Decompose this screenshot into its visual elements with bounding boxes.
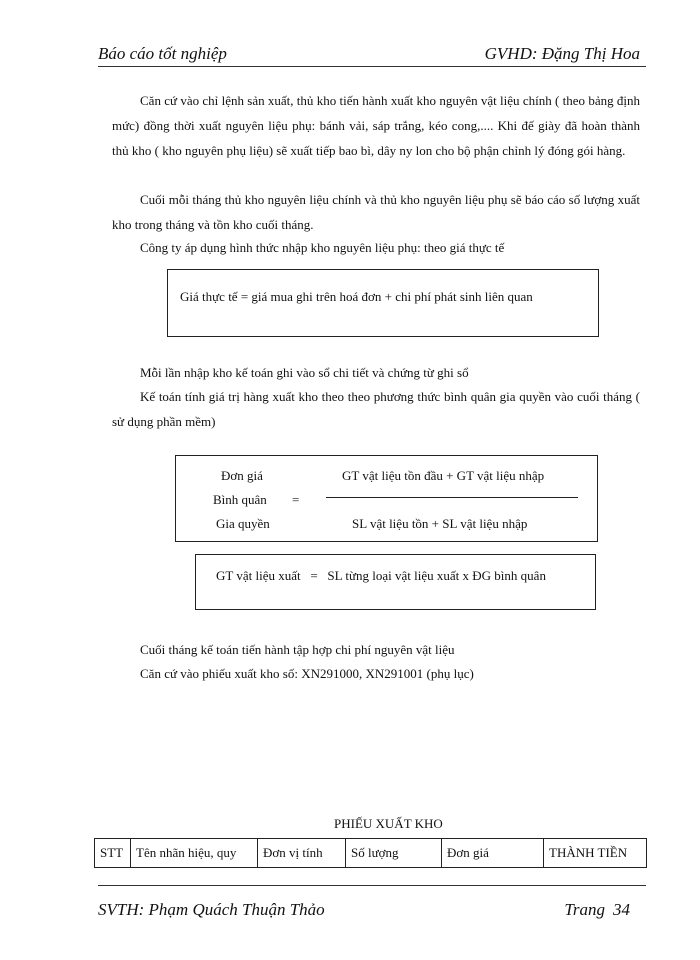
paragraph-slip-reference: Căn cứ vào phiếu xuất kho số: XN291000, XN291001 (phụ lục) [140, 666, 474, 681]
paragraph-monthly-report: Cuối mỗi tháng thủ kho nguyên liệu chính và thủ kho nguyên liệu phụ sẽ báo cáo số lượng xuất kho trong tháng và tồn kho cuối tháng. [112, 192, 640, 232]
formula-numerator: GT vật liệu tồn đầu + GT vật liệu nhập [342, 468, 545, 483]
paragraph-weighted-average: Kế toán tính giá trị hàng xuất kho theo theo phương thức bình quân gia quyền vào cuối tháng ( sử dụng phần mềm) [112, 389, 640, 429]
table-title: PHIẾU XUẤT KHO [334, 816, 443, 831]
paragraph-cost-aggregation: Cuối tháng kế toán tiến hành tập hợp chi phí nguyên vật liệu [140, 642, 455, 657]
page-number-group [564, 900, 630, 920]
table-header-item-name: Tên nhãn hiệu, quy [131, 839, 258, 868]
formula-weighted-average-box [175, 455, 598, 542]
page-header [98, 44, 644, 64]
table-header-unit-price: Đơn giá [442, 839, 544, 868]
formula-actual-price-box [167, 269, 599, 337]
formula-label-line1: Đơn giá [221, 468, 263, 483]
formula-actual-price: Giá thực tế = giá mua ghi trên hoá đơn + chi phí phát sinh liên quan [180, 289, 533, 304]
page-label: Trang [564, 900, 605, 919]
fraction-bar [326, 497, 578, 498]
formula-issue-value: GT vật liệu xuất = SL từng loại vật liệu xuất x ĐG bình quân [216, 568, 546, 583]
paragraph-issue-materials: Căn cứ vào chỉ lệnh sản xuất, thủ kho tiến hành xuất kho nguyên vật liệu chính ( theo bảng định mức) đồng thời xuất nguyên liệu phụ: bánh vải, sáp trắng, kéo cong,.... Khi đế giày đã hoàn thành thủ kho ( kho nguyên phụ liệu) sẽ xuất tiếp bao bì, dây ny lon cho bộ phận chỉnh lý đóng gói hàng. [112, 93, 640, 158]
header-supervisor: GVHD: Đặng Thị Hoa [484, 44, 640, 63]
table-header-row [95, 839, 647, 868]
page-footer [98, 898, 644, 920]
table-header-quantity: Số lượng [346, 839, 442, 868]
formula-label-line2: Bình quân [213, 492, 267, 507]
paragraph-pricing-method: Công ty áp dụng hình thức nhập kho nguyên liệu phụ: theo giá thực tế [140, 240, 505, 255]
formula-label-line3: Gia quyền [216, 516, 270, 531]
table-header-unit: Đơn vị tính [258, 839, 346, 868]
table-header-amount: THÀNH TIỀN [544, 839, 647, 868]
page-number: 34 [613, 900, 630, 919]
footer-rule [98, 885, 646, 886]
paragraph-record-entry: Mỗi lần nhập kho kế toán ghi vào sổ chi tiết và chứng từ ghi sổ [140, 365, 469, 380]
header-rule [98, 66, 646, 67]
formula-equals: = [292, 492, 300, 507]
formula-issue-value-box [195, 554, 596, 610]
footer-student-name: SVTH: Phạm Quách Thuận Thảo [98, 900, 325, 919]
issue-slip-table [94, 838, 647, 868]
table-header-stt: STT [95, 839, 131, 868]
header-report-title: Báo cáo tốt nghiệp [98, 44, 227, 63]
formula-denominator: SL vật liệu tồn + SL vật liệu nhập [352, 516, 528, 531]
